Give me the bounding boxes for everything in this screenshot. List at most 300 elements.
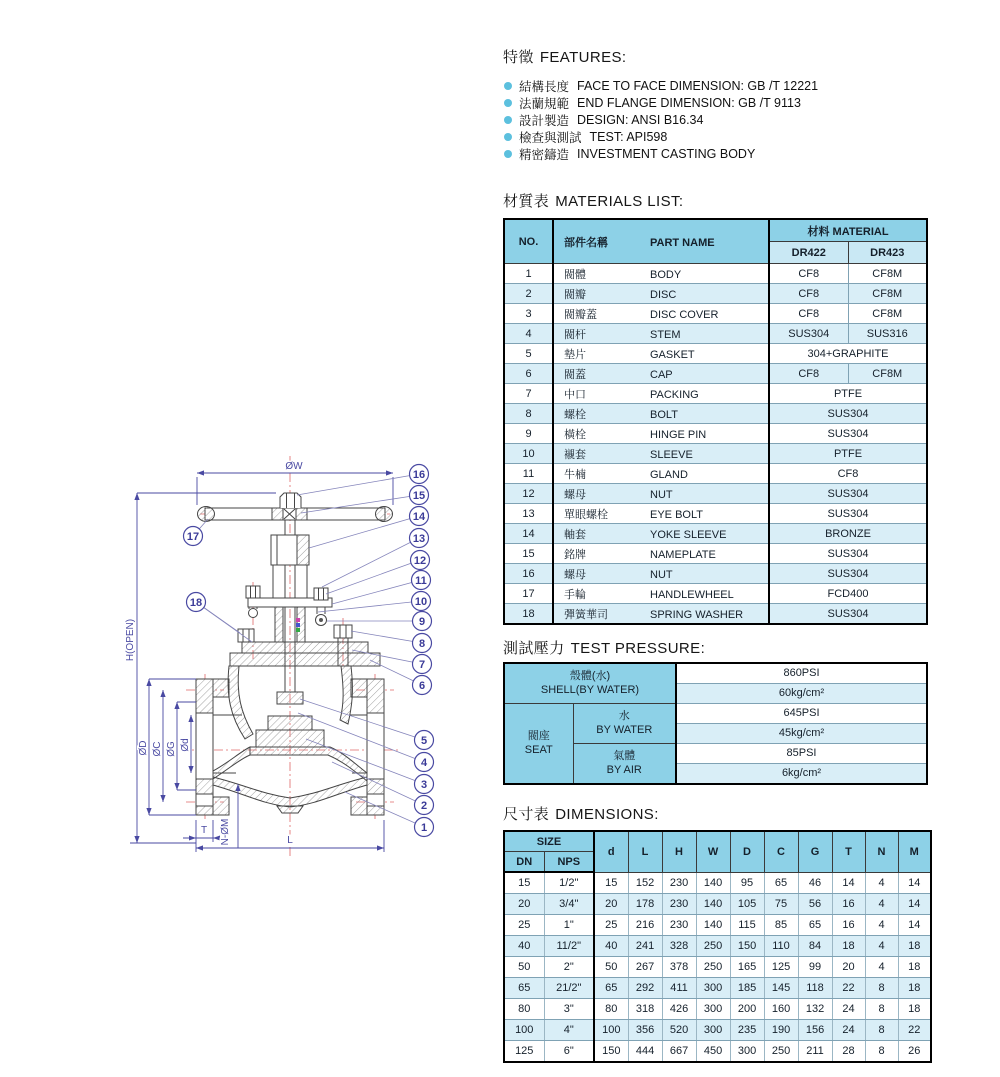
dim-cell: 444 xyxy=(628,1041,662,1063)
material-dr422-value: SUS304 xyxy=(769,324,848,344)
dim-cell: 1" xyxy=(544,915,594,936)
dim-cell: 300 xyxy=(730,1041,764,1063)
dim-cell: 18 xyxy=(898,978,931,999)
seat-header-cell xyxy=(504,704,573,785)
dim-cell: 426 xyxy=(662,999,696,1020)
dim-cell: 100 xyxy=(504,1020,544,1041)
material-dr423-value: CF8M xyxy=(848,284,927,304)
dim-cell: 150 xyxy=(594,1041,628,1063)
test-pressure-title xyxy=(503,637,705,658)
dim-cell: 99 xyxy=(798,957,832,978)
shell-kg-value: 60kg/cm² xyxy=(676,684,927,704)
dim-col-header: D xyxy=(730,831,764,872)
dim-cell: 84 xyxy=(798,936,832,957)
part-name-en: DISC xyxy=(650,288,677,301)
callout-number: 5 xyxy=(420,735,428,747)
materials-row xyxy=(504,424,927,444)
materials-title-en: MATERIALS LIST: xyxy=(555,193,684,210)
material-part xyxy=(553,484,769,504)
callout-number: 10 xyxy=(414,596,428,608)
material-dr423-value: CF8M xyxy=(848,304,927,324)
part-name-zh: 中口 xyxy=(564,388,586,401)
materials-header-no: NO. xyxy=(504,219,553,264)
materials-row xyxy=(504,504,927,524)
feature-label-zh: 結構長度 xyxy=(519,79,570,94)
test-pressure-title-zh: 測試壓力 xyxy=(503,640,565,657)
dim-col-header: M xyxy=(898,831,931,872)
dim-cell: 216 xyxy=(628,915,662,936)
callout-number: 2 xyxy=(420,800,428,812)
part-name-zh: 墊片 xyxy=(564,348,586,361)
material-part xyxy=(553,604,769,625)
bonnet-bolt xyxy=(334,625,352,638)
part-name-en: NUT xyxy=(650,488,673,501)
dim-cell: 250 xyxy=(764,1041,798,1063)
dim-cell: 25 xyxy=(594,915,628,936)
seat-air-label-zh: 氣體 xyxy=(613,749,636,762)
materials-row xyxy=(504,564,927,584)
dim-cell: 18 xyxy=(898,936,931,957)
dim-cell: 6" xyxy=(544,1041,594,1063)
part-name-en: DISC COVER xyxy=(650,308,719,321)
material-dr423-value: SUS316 xyxy=(848,324,927,344)
material-no: 4 xyxy=(504,324,553,344)
material-no: 16 xyxy=(504,564,553,584)
seat-water-label-en: BY WATER xyxy=(596,723,653,736)
bullet-icon xyxy=(504,133,512,141)
eye-bolt xyxy=(314,588,328,600)
dim-cell: 145 xyxy=(764,978,798,999)
dim-cell: 11/2" xyxy=(544,936,594,957)
seat-air-kg-value: 6kg/cm² xyxy=(676,764,927,785)
leader-line xyxy=(351,631,422,643)
dims-body xyxy=(504,872,931,1062)
dim-cell: 300 xyxy=(696,1020,730,1041)
dim-cell: 4 xyxy=(865,872,898,894)
dim-cell: 18 xyxy=(898,957,931,978)
dims-header-row1 xyxy=(504,831,931,852)
part-name-zh: 螺母 xyxy=(564,488,586,501)
part-name-en: NUT xyxy=(650,568,673,581)
packing-mark-magenta xyxy=(296,618,300,622)
part-name-zh: 閥體 xyxy=(564,268,586,281)
dim-cell: 1/2" xyxy=(544,872,594,894)
dim-cell: 15 xyxy=(594,872,628,894)
materials-title xyxy=(503,190,683,211)
seat-air-header-cell xyxy=(573,744,676,785)
callout-number: 14 xyxy=(412,511,426,523)
dim-cell: 14 xyxy=(898,894,931,915)
dim-cell: 328 xyxy=(662,936,696,957)
dim-cell: 80 xyxy=(594,999,628,1020)
dims-row xyxy=(504,978,931,999)
material-no: 14 xyxy=(504,524,553,544)
callout-number: 8 xyxy=(418,638,426,650)
dims-header-size: SIZE xyxy=(504,831,594,852)
dim-label: ØC xyxy=(152,741,163,757)
dim-cell: 14 xyxy=(898,915,931,936)
shell-header-cell xyxy=(504,663,676,704)
part-name-zh: 螺母 xyxy=(564,568,586,581)
features-title xyxy=(503,46,626,67)
material-part xyxy=(553,264,769,284)
dim-cell: 178 xyxy=(628,894,662,915)
dim-cell: 4 xyxy=(865,894,898,915)
material-no: 10 xyxy=(504,444,553,464)
callout-number: 16 xyxy=(412,469,426,481)
material-no: 9 xyxy=(504,424,553,444)
material-no: 2 xyxy=(504,284,553,304)
part-name-en: SPRING WASHER xyxy=(650,608,744,621)
part-name-en: CAP xyxy=(650,368,673,381)
feature-label-en: DESIGN: ANSI B16.34 xyxy=(577,112,704,127)
shell-label-zh: 殼體(水) xyxy=(569,669,611,682)
bonnet-flange xyxy=(242,642,368,653)
dim-cell: 2" xyxy=(544,957,594,978)
dim-cell: 235 xyxy=(730,1020,764,1041)
dim-cell: 300 xyxy=(696,978,730,999)
dim-col-header: H xyxy=(662,831,696,872)
material-value: PTFE xyxy=(769,384,927,404)
materials-header-part xyxy=(553,219,769,264)
dim-cell: 50 xyxy=(504,957,544,978)
callout-number: 15 xyxy=(412,490,426,502)
shell-psi-value: 860PSI xyxy=(676,663,927,684)
dims-header-dn: DN xyxy=(504,852,544,873)
dim-cell: 115 xyxy=(730,915,764,936)
callout-number: 18 xyxy=(189,597,203,609)
dims-row xyxy=(504,1041,931,1063)
dim-cell: 160 xyxy=(764,999,798,1020)
dim-cell: 40 xyxy=(504,936,544,957)
part-name-en: SLEEVE xyxy=(650,448,693,461)
feature-label-en: INVESTMENT CASTING BODY xyxy=(577,146,756,161)
dim-cell: 22 xyxy=(832,978,865,999)
material-dr422-value: CF8 xyxy=(769,364,848,384)
dim-cell: 4" xyxy=(544,1020,594,1041)
material-no: 5 xyxy=(504,344,553,364)
dim-label: ØW xyxy=(285,461,303,472)
feature-item xyxy=(504,77,818,94)
material-dr423-value: CF8M xyxy=(848,264,927,284)
dim-cell: 3" xyxy=(544,999,594,1020)
dim-cell: 24 xyxy=(832,1020,865,1041)
feature-item xyxy=(504,128,818,145)
bullet-icon xyxy=(504,99,512,107)
shell-label-en: SHELL(BY WATER) xyxy=(540,683,640,696)
dim-cell: 65 xyxy=(504,978,544,999)
bullet-icon xyxy=(504,82,512,90)
seat-air-label-en: BY AIR xyxy=(606,763,642,776)
materials-row xyxy=(504,484,927,504)
part-name-zh: 襯套 xyxy=(564,448,586,461)
dim-label: H(OPEN) xyxy=(125,618,136,662)
part-name-en: EYE BOLT xyxy=(650,508,703,521)
dim-label: Ød xyxy=(180,738,191,752)
callout-number: 3 xyxy=(420,779,428,791)
dim-cell: 28 xyxy=(832,1041,865,1063)
dim-cell: 8 xyxy=(865,1020,898,1041)
feature-label-en: FACE TO FACE DIMENSION: GB /T 12221 xyxy=(577,78,819,93)
packing-mark-green xyxy=(296,628,300,632)
material-value: SUS304 xyxy=(769,544,927,564)
dim-cell: 18 xyxy=(898,999,931,1020)
materials-row xyxy=(504,584,927,604)
part-name-en: GASKET xyxy=(650,348,695,361)
materials-row xyxy=(504,364,927,384)
material-value: SUS304 xyxy=(769,504,927,524)
feature-label-zh: 法蘭規範 xyxy=(519,96,570,111)
materials-row xyxy=(504,344,927,364)
materials-header-dr422: DR422 xyxy=(769,242,848,264)
dim-cell: 411 xyxy=(662,978,696,999)
disc-cover xyxy=(268,716,312,730)
leader-line xyxy=(309,516,419,548)
dim-cell: 241 xyxy=(628,936,662,957)
dim-cell: 152 xyxy=(628,872,662,894)
dim-cell: 24 xyxy=(832,999,865,1020)
part-name-zh: 牛楠 xyxy=(564,468,586,481)
feature-label-en: END FLANGE DIMENSION: GB /T 9113 xyxy=(577,95,801,110)
material-dr422-value: CF8 xyxy=(769,304,848,324)
materials-row xyxy=(504,524,927,544)
materials-header-part-zh: 部件名稱 xyxy=(564,236,608,249)
dims-row xyxy=(504,894,931,915)
dim-col-header: G xyxy=(798,831,832,872)
part-name-zh: 閥瓣蓋 xyxy=(564,308,597,321)
dims-header-nps: NPS xyxy=(544,852,594,873)
disc xyxy=(256,730,324,747)
feature-label-zh: 設計製造 xyxy=(519,113,570,128)
dim-cell: 4 xyxy=(865,915,898,936)
materials-row xyxy=(504,604,927,625)
dim-label: N-ØM xyxy=(220,818,231,846)
features-title-en: FEATURES: xyxy=(539,49,627,66)
material-part xyxy=(553,304,769,324)
dim-cell: 250 xyxy=(696,936,730,957)
callout-number: 7 xyxy=(418,659,426,671)
dim-cell: 14 xyxy=(832,872,865,894)
valve-cross-section-drawing xyxy=(90,438,445,900)
material-value: SUS304 xyxy=(769,564,927,584)
dim-col-header: N xyxy=(865,831,898,872)
material-no: 1 xyxy=(504,264,553,284)
dim-cell: 22 xyxy=(898,1020,931,1041)
dim-cell: 140 xyxy=(696,872,730,894)
dim-col-header: W xyxy=(696,831,730,872)
part-name-zh: 彈簧華司 xyxy=(564,608,608,621)
dims-row xyxy=(504,1020,931,1041)
dim-cell: 65 xyxy=(798,915,832,936)
dim-cell: 267 xyxy=(628,957,662,978)
dim-col-header: d xyxy=(594,831,628,872)
part-name-en: HINGE PIN xyxy=(650,428,707,441)
material-value: SUS304 xyxy=(769,484,927,504)
dim-cell: 75 xyxy=(764,894,798,915)
dim-cell: 8 xyxy=(865,999,898,1020)
dims-row xyxy=(504,999,931,1020)
materials-row xyxy=(504,324,927,344)
features-list xyxy=(504,77,818,162)
seat xyxy=(250,747,367,781)
callout-number: 9 xyxy=(418,616,426,628)
seat-label-zh: 閥座 xyxy=(527,729,550,742)
dim-cell: 80 xyxy=(504,999,544,1020)
leader-line xyxy=(196,602,252,642)
part-name-zh: 單眼螺栓 xyxy=(564,508,608,521)
callout-number: 11 xyxy=(415,575,427,587)
dim-cell: 230 xyxy=(662,894,696,915)
disc-holder xyxy=(277,692,303,704)
dim-cell: 100 xyxy=(594,1020,628,1041)
leader-line xyxy=(318,601,421,612)
material-part xyxy=(553,344,769,364)
dim-cell: 230 xyxy=(662,872,696,894)
dimensions-title xyxy=(503,803,659,824)
callout-number: 6 xyxy=(418,680,426,692)
dim-cell: 4 xyxy=(865,936,898,957)
material-value: CF8 xyxy=(769,464,927,484)
leader-line xyxy=(326,560,420,594)
dim-cell: 8 xyxy=(865,1041,898,1063)
dim-cell: 378 xyxy=(662,957,696,978)
dim-cell: 4 xyxy=(865,957,898,978)
material-no: 3 xyxy=(504,304,553,324)
material-part xyxy=(553,524,769,544)
material-no: 11 xyxy=(504,464,553,484)
dim-cell: 95 xyxy=(730,872,764,894)
dim-label: ØG xyxy=(166,741,177,757)
materials-table xyxy=(503,218,928,625)
callout-number: 4 xyxy=(420,757,428,769)
materials-row xyxy=(504,384,927,404)
material-part xyxy=(553,584,769,604)
material-value: SUS304 xyxy=(769,404,927,424)
material-dr423-value: CF8M xyxy=(848,364,927,384)
dim-cell: 46 xyxy=(798,872,832,894)
dim-col-header: C xyxy=(764,831,798,872)
material-no: 7 xyxy=(504,384,553,404)
dim-col-header: T xyxy=(832,831,865,872)
seat-air-psi-value: 85PSI xyxy=(676,744,927,764)
part-name-zh: 閥杆 xyxy=(564,328,586,341)
dim-cell: 20 xyxy=(504,894,544,915)
part-name-en: BODY xyxy=(650,268,682,281)
part-name-en: BOLT xyxy=(650,408,678,421)
dim-cell: 318 xyxy=(628,999,662,1020)
leader-line xyxy=(332,580,421,604)
test-pressure-table xyxy=(503,662,928,785)
dim-label: ØD xyxy=(138,740,149,756)
dim-col-header: L xyxy=(628,831,662,872)
dim-cell: 185 xyxy=(730,978,764,999)
materials-header-part-en: PART NAME xyxy=(650,236,715,249)
dim-label: T xyxy=(200,825,208,836)
dim-cell: 156 xyxy=(798,1020,832,1041)
dim-cell: 85 xyxy=(764,915,798,936)
feature-item xyxy=(504,145,818,162)
part-name-zh: 閥瓣 xyxy=(564,288,586,301)
feature-label-en: TEST: API598 xyxy=(589,129,668,144)
material-part xyxy=(553,384,769,404)
feature-item xyxy=(504,111,818,128)
packing-mark-blue xyxy=(296,623,300,627)
dims-row xyxy=(504,915,931,936)
material-value: PTFE xyxy=(769,444,927,464)
materials-header-dr423: DR423 xyxy=(848,242,927,264)
dim-cell: 150 xyxy=(730,936,764,957)
dim-cell: 21/2" xyxy=(544,978,594,999)
material-no: 13 xyxy=(504,504,553,524)
dim-cell: 14 xyxy=(898,872,931,894)
materials-row xyxy=(504,304,927,324)
callout-number: 13 xyxy=(412,533,426,545)
material-no: 15 xyxy=(504,544,553,564)
dim-cell: 25 xyxy=(504,915,544,936)
material-part xyxy=(553,324,769,344)
dim-cell: 56 xyxy=(798,894,832,915)
dim-cell: 140 xyxy=(696,894,730,915)
materials-body xyxy=(504,264,927,625)
dimensions-title-zh: 尺寸表 xyxy=(503,806,550,823)
dim-cell: 250 xyxy=(696,957,730,978)
dim-cell: 125 xyxy=(764,957,798,978)
materials-row xyxy=(504,464,927,484)
dims-row xyxy=(504,936,931,957)
material-part xyxy=(553,404,769,424)
dim-cell: 50 xyxy=(594,957,628,978)
dim-cell: 300 xyxy=(696,999,730,1020)
part-name-zh: 手輪 xyxy=(564,588,586,601)
seat-water-label-zh: 水 xyxy=(618,709,630,722)
materials-row xyxy=(504,264,927,284)
material-part xyxy=(553,564,769,584)
material-value: SUS304 xyxy=(769,424,927,444)
feature-label-zh: 精密鑄造 xyxy=(519,147,570,162)
part-name-zh: 軸套 xyxy=(564,528,586,541)
dim-cell: 125 xyxy=(504,1041,544,1063)
dim-cell: 16 xyxy=(832,915,865,936)
leader-line xyxy=(322,538,419,587)
dim-cell: 105 xyxy=(730,894,764,915)
dim-cell: 667 xyxy=(662,1041,696,1063)
dim-cell: 20 xyxy=(832,957,865,978)
part-name-en: YOKE SLEEVE xyxy=(650,528,727,541)
material-part xyxy=(553,544,769,564)
bullet-icon xyxy=(504,150,512,158)
dim-cell: 118 xyxy=(798,978,832,999)
materials-row xyxy=(504,404,927,424)
seat-water-header-cell xyxy=(573,704,676,744)
dim-cell: 450 xyxy=(696,1041,730,1063)
feature-label-zh: 檢查與測試 xyxy=(519,130,582,145)
feature-item xyxy=(504,94,818,111)
part-name-zh: 橫栓 xyxy=(564,428,586,441)
callout-number: 12 xyxy=(413,555,427,567)
seat-water-kg-value: 45kg/cm² xyxy=(676,724,927,744)
material-dr422-value: CF8 xyxy=(769,264,848,284)
test-pressure-title-en: TEST PRESSURE: xyxy=(570,640,706,657)
dim-cell: 65 xyxy=(764,872,798,894)
callout-number: 1 xyxy=(420,822,428,834)
part-name-zh: 閥蓋 xyxy=(564,368,586,381)
dims-row xyxy=(504,872,931,894)
dim-cell: 132 xyxy=(798,999,832,1020)
part-name-en: STEM xyxy=(650,328,681,341)
material-part xyxy=(553,424,769,444)
dim-cell: 3/4" xyxy=(544,894,594,915)
material-dr422-value: CF8 xyxy=(769,284,848,304)
